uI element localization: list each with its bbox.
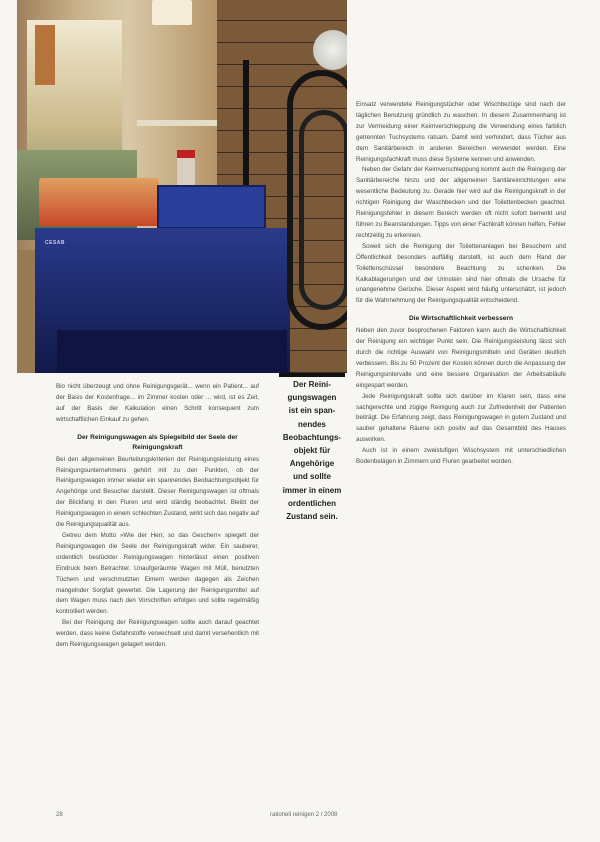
paragraph: Bei der Reinigung der Reinigungswagen sollte auch darauf geachtet werden, dass keine Gefahrstoffe verwechselt und damit versehentlich mit dem Reinigungswagen gelagert werden. xyxy=(56,619,259,649)
paragraph: Soweit sich die Reinigung der Toilettenanlagen bei Besuchern und Öffentlichkeit besonders auffällig darstellt, ist auch dem Rand der Toilettenschüssel besondere Beachtung zu schenken. Die Kalkablagerungen und der Urinstein sind hier oftmals die Ursache für unangenehme Gerüche. Dieser Aspekt wird häufig unterschätzt, ist jedoch für die Wahrnehmung der Reinigungsqualität entscheidend. xyxy=(356,242,566,305)
page-number: 28 xyxy=(56,812,63,818)
photo-door xyxy=(35,25,55,85)
photo-handrail xyxy=(137,120,217,126)
paragraph: Bio nicht überzeugt und ohne Reinigungsgerät... wenn ein Patient... auf der Basis der Kostenfrage... im Zimmer kosten oder ... wird, ist es Zeit, auf der Basis der Kalkulation einen Schritt konsequent zum wirtschaftlichen Einkauf zu gehen. xyxy=(56,383,259,423)
photo-hose-inner xyxy=(299,110,347,310)
pullquote-line: objekt für xyxy=(293,446,331,456)
pullquote-line: immer in einem xyxy=(282,485,342,495)
photo-cart-base xyxy=(57,330,287,373)
paragraph: Auch ist in einem zweistufigen Wischsystem mit unterschiedlichen Bodenbelägen in Zimmern und Fluren gearbeitet worden. xyxy=(356,447,566,466)
paragraph: Neben den zuvor besprochenen Faktoren kann auch die Wirtschaftlichkeit der Reinigung ein wichtiger Punkt sein. Die Reinigungsleistung lässt sich durch die richtige Auswahl von Reinigungsmitteln und Geräten deutlich verbessern. Bis zu 50 Prozent der Kosten können durch die Anpassung der Reinigungsintervalle und eine bessere Organisation der Arbeitsabläufe eingespart werden. xyxy=(356,327,566,389)
pullquote-line: und sollte xyxy=(293,472,331,482)
pullquote-line: ordentlichen xyxy=(287,498,336,508)
pullquote-rule xyxy=(279,373,345,377)
pullquote-line: nendes xyxy=(297,419,326,429)
paragraph: Getreu dem Motto »Wie der Herr, so das Gescherr« spiegelt der Reinigungswagen die Seele der Reinigungskraft wider. Ein sauberer, ordentlich bestückter Reinigungswagen hinterlässt einen positiven Eindruck beim Betrachter. Unaufgeräumte Wagen mit Müll, benutzten Tüchern und verschmutzten Eimern werden dagegen als Zeichen mangelnder Sorgfalt gewertet. Die Lagerung der Reinigungsmittel auf dem Wagen muss nach den Vorschriften erfolgen und sollte regelmäßig kontrolliert werden. xyxy=(56,531,259,616)
pullquote-line: Angehörige xyxy=(289,459,335,469)
pullquote-line: gungswagen xyxy=(287,393,337,403)
pullquote-line: ist ein span- xyxy=(288,406,336,416)
pullquote-line: Zustand sein. xyxy=(286,512,338,522)
subheading: Der Reinigungswagen als Spiegelbild der Seele der Reinigungskraft xyxy=(77,433,238,451)
paragraph: Neben der Gefahr der Keimverschleppung kommt auch die Reinigung der Sanitärbereiche hinzu und der allgemeinen Sanitäreinrichtungen eine wesentliche Bedeutung zu. Gerade hier wird auf die Reinigungskraft in der richtigen Reinigung der Waschbecken und der Toilettenbecken geachtet. Reinigungsfehler in diesem Bereich werden oft nicht sofort bemerkt und führen zu Beanstandungen. Tipps von einer Fachkraft können helfen, Fehler rechtzeitig zu erkennen. xyxy=(356,166,566,239)
pullquote-line: Beobachtungs- xyxy=(282,432,342,442)
pullquote-line: Der Reini- xyxy=(293,380,331,389)
paragraph: Bei den allgemeinen Beurteilungskriterien der Reinigungsleistung eines Reinigungsunternehmens gehört mit zu den Punkten, ob der Reinigungswagen immer wieder ein spannendes Beobachtungsobjekt für Angehörige und Besucher darstellt. Dieser Reinigungswagen ist oftmals der Blickfang in den Fluren und wird ständig beobachtet. Bleibt der Reinigungswagen in einem schlechten Zustand, wirkt sich das negativ auf die Reinigungsqualität aus. xyxy=(56,455,259,529)
photo-blue-bucket xyxy=(157,185,266,229)
paragraph: Jede Reinigungskraft sollte sich darüber im Klaren sein, dass eine sachgerechte und zügige Reinigung auch zur Zufriedenheit der Patienten beiträgt. Die Erfahrung zeigt, dass Reinigungswagen in gutem Zustand und sauber gehaltene Räume sich positiv auf das Gesamtbild des Hauses auswirken. xyxy=(356,392,566,444)
photo-lamp xyxy=(152,0,192,25)
paragraph: Einsatz verwendete Reinigungstücher oder Wischbezüge sind nach der täglichen Benutzung gründlich zu waschen. In diesem Zusammenhang ist zur Vermeidung einer Keimverschleppung die Verwendung eines farblich getrennten Tuchsystems ratsam. Damit wird verhindert, dass Tücher aus dem Sanitärbereich in anderen Bereichen verwendet werden. Eine Reinigungsfachkraft muss diese Systeme kennen und anwenden. xyxy=(356,101,566,163)
subheading: Die Wirtschaftlichkeit verbessern xyxy=(408,315,514,323)
pullquote xyxy=(279,378,345,523)
photo-red-bucket xyxy=(39,178,159,226)
text-column-left xyxy=(56,382,259,651)
text-column-right xyxy=(356,100,566,468)
magazine-footer: rationell reinigen 2 / 2008 xyxy=(270,812,338,818)
article-photo xyxy=(17,0,347,373)
photo-cart-label: CESAB xyxy=(45,240,66,246)
photo-mop-handle xyxy=(313,30,347,70)
